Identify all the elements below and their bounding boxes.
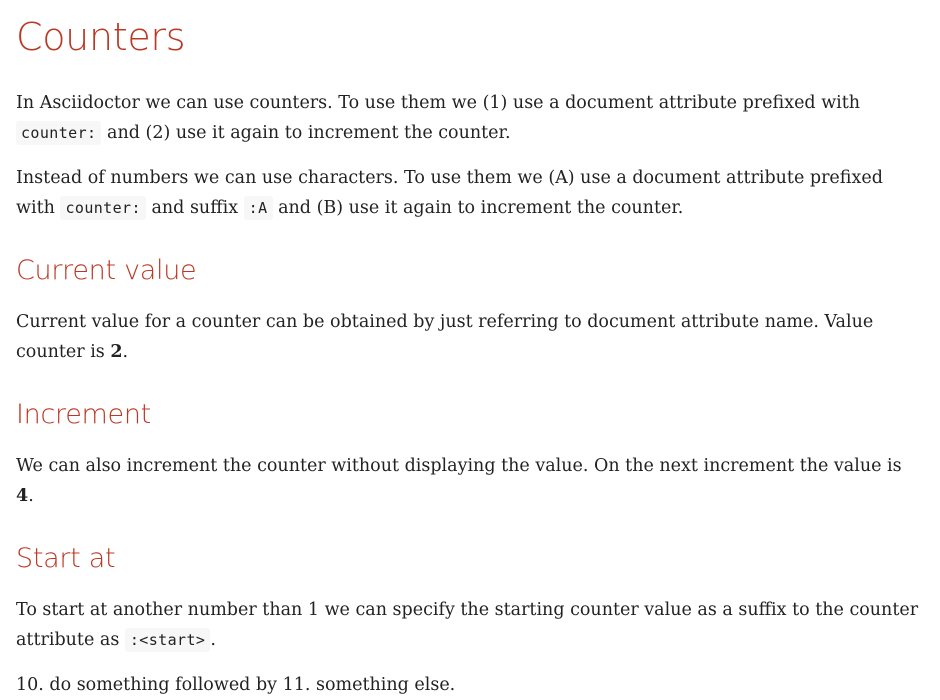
start-at-paragraph: [16, 595, 924, 655]
start-at-example-paragraph: 10. do something followed by 11. something else.: [16, 675, 456, 695]
intro-paragraph-characters: [16, 163, 924, 223]
counter-value: 2: [110, 342, 123, 362]
section-heading-current-value: Current value: [16, 255, 197, 286]
inline-code: counter:: [60, 196, 145, 220]
intro-paragraph-numbers: [16, 88, 924, 148]
inline-code: counter:: [16, 121, 101, 145]
text-segment: .: [210, 630, 216, 650]
text-segment: and (2) use it again to increment the counter.: [101, 123, 511, 143]
page-title: Counters: [16, 15, 186, 59]
text-segment: We can also increment the counter without displaying the value. On the next increment the value is: [16, 456, 902, 476]
text-segment: Current value for a counter can be obtained by just referring to document attribute name. Value counter is: [16, 312, 874, 362]
text-segment: Instead of numbers we can use characters. To use them we (A) use a document attribute prefixed with: [16, 168, 883, 218]
text-segment: .: [28, 486, 34, 506]
text-segment: and (B) use it again to increment the counter.: [272, 198, 684, 218]
text-segment: In Asciidoctor we can use counters. To use them we (1) use a document attribute prefixed with: [16, 93, 861, 113]
section-heading-increment: Increment: [16, 399, 151, 430]
text-segment: and suffix: [145, 198, 244, 218]
inline-code: :A: [244, 196, 273, 220]
current-value-paragraph: [16, 307, 924, 367]
counter-value: 4: [16, 486, 29, 506]
text-segment: .: [122, 342, 129, 362]
increment-paragraph: [16, 451, 924, 511]
inline-code: :<start>: [125, 628, 210, 652]
text-segment: To start at another number than 1 we can specify the starting counter value as a suffix to the counter attribute as: [16, 600, 919, 650]
section-heading-start-at: Start at: [16, 543, 116, 574]
